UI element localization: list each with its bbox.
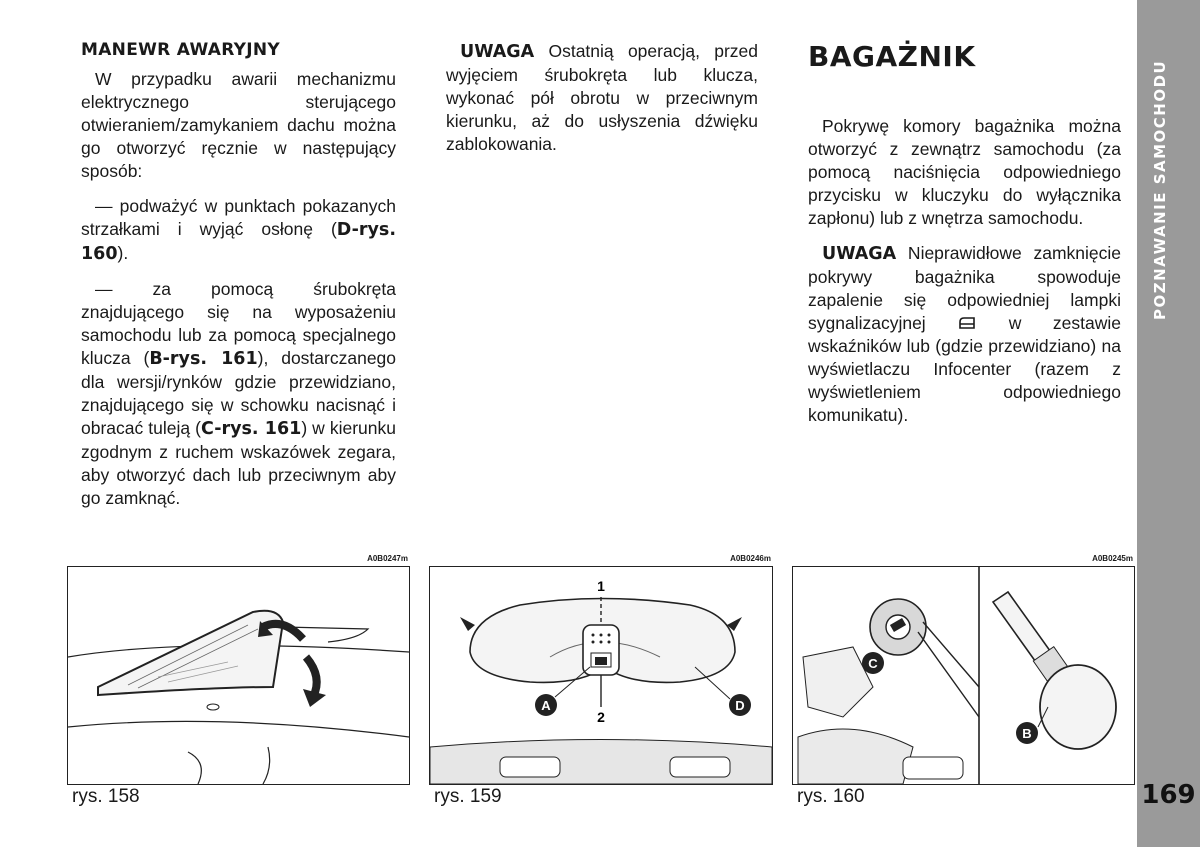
emergency-key-illustration bbox=[793, 567, 1134, 784]
section-note bbox=[446, 40, 758, 168]
figure-caption: rys. 160 bbox=[797, 786, 865, 807]
note-paragraph: UWAGA Nieprawidłowe zamknięcie pokrywy bagażnika spowoduje zapalenie się odpowiedniej lampki sygnalizacyjnej w zestawie wskaźników lub (gdzie przewidziano) na wyświetlaczu Infocenter (razem z wyświetleniem odpowiedniego komunikatu). bbox=[808, 243, 1122, 425]
paragraph: Pokrywę komory bagażnika można otworzyć z zewnątrz samochodu (za pomocą naciśnięcia odpowiedniego przycisku w kluczyku do wyłącznika zapłonu) lub z wnętrza samochodu. bbox=[808, 116, 1121, 228]
label-2: 2 bbox=[597, 709, 605, 725]
figure-caption: rys. 158 bbox=[72, 786, 140, 807]
figure-emergency-key bbox=[792, 566, 1135, 785]
sunroof-illustration bbox=[68, 567, 409, 784]
label-B: B bbox=[1022, 726, 1032, 741]
trunk-warning-icon bbox=[957, 315, 977, 331]
page-number: 169 bbox=[1141, 780, 1196, 810]
label-1: 1 bbox=[597, 578, 605, 594]
label-D: D bbox=[735, 698, 745, 713]
label-A: A bbox=[541, 698, 551, 713]
paragraph: — podważyć w punktach pokazanych strzałkami i wyjąć osłonę (D-rys. 160). bbox=[81, 196, 396, 264]
page-title: BAGAŻNIK bbox=[808, 40, 976, 73]
figure-caption: rys. 159 bbox=[434, 786, 502, 807]
note-paragraph: UWAGA Ostatnią operacją, przed wyjęciem śrubokręta lub klucza, wykonać pół obrotu w przeciwnym kierunku, aż do usłyszenia dźwięku zablokowania. bbox=[446, 41, 758, 154]
section-heading: MANEWR AWARYJNY bbox=[81, 40, 281, 60]
figure-trim-cover bbox=[429, 566, 773, 785]
paragraph: — za pomocą śrubokręta znajdującego się na wyposażeniu samochodu lub za pomocą specjalnego klucza (B-rys. 161), dostarczanego dla wersji/rynków gdzie przewidziano, znajdującego się w schowku nacisnąć i obracać tuleją (C-rys. 161) w kierunku zgodnym z ruchem wskazówek zegara, aby otworzyć dach lub przeciwnym aby go zamknąć. bbox=[81, 279, 397, 508]
chapter-label: POZNAWANIE SAMOCHODU bbox=[1151, 59, 1169, 321]
section-trunk bbox=[808, 40, 1121, 439]
figure-sunroof bbox=[67, 566, 410, 785]
trim-cover-illustration bbox=[430, 567, 772, 784]
figure-code: A0B0247m bbox=[367, 554, 408, 563]
paragraph: W przypadku awarii mechanizmu elektrycznego sterującego otwieraniem/zamykaniem dachu można go otworzyć ręcznie w następujący sposób: bbox=[81, 69, 396, 181]
label-C: C bbox=[868, 656, 878, 671]
section-emergency bbox=[81, 40, 396, 522]
figure-code: A0B0245m bbox=[1092, 554, 1133, 563]
figure-code: A0B0246m bbox=[730, 554, 771, 563]
